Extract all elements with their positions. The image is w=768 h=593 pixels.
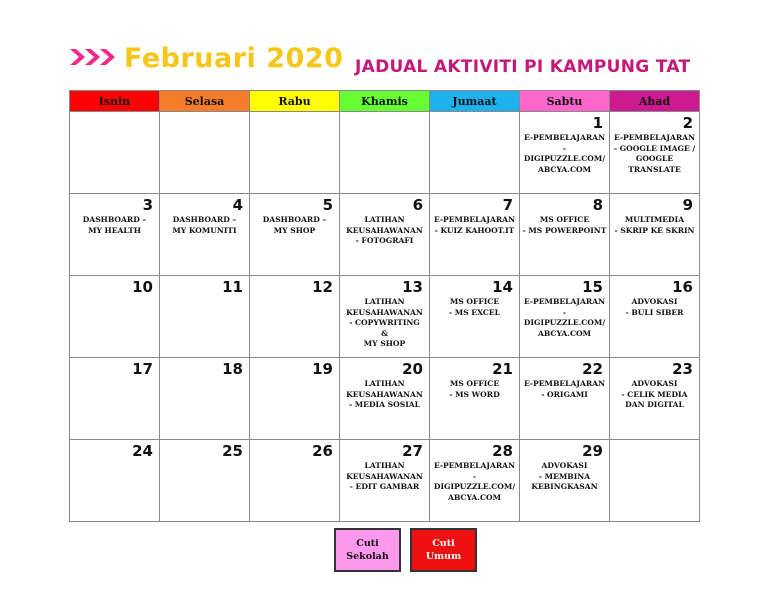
day-activity: DASHBOARD – MY KOMUNITI xyxy=(172,215,237,235)
calendar-day-cell xyxy=(340,112,430,194)
weekday-header-row xyxy=(70,91,700,112)
day-number: 21 xyxy=(492,360,513,378)
day-activity: E-PEMBELAJARAN - DIGIPUZZLE.COM/ ABCYA.COM xyxy=(523,297,606,338)
day-number xyxy=(430,112,519,132)
calendar-day-cell xyxy=(430,112,520,194)
day-number: 17 xyxy=(132,360,153,378)
weekday-rabu: Rabu xyxy=(250,91,340,112)
day-activity xyxy=(250,378,339,379)
calendar-day-cell xyxy=(250,276,340,358)
day-number: 29 xyxy=(582,442,603,460)
calendar-week-row xyxy=(70,358,700,440)
day-activity: E-PEMBELAJARAN - DIGIPUZZLE.COM/ ABCYA.COM xyxy=(523,133,606,174)
calendar-day-cell xyxy=(430,358,520,440)
day-activity: LATIHAN KEUSAHAWANAN - EDIT GAMBAR xyxy=(346,461,423,492)
calendar-day-cell xyxy=(340,358,430,440)
calendar-day-cell xyxy=(430,440,520,522)
calendar-week-row xyxy=(70,276,700,358)
day-activity: MS OFFICE - MS POWERPOINT xyxy=(522,215,607,235)
calendar-day-cell xyxy=(250,112,340,194)
day-number: 15 xyxy=(582,278,603,296)
day-activity: E-PEMBELAJARAN - ORIGAMI xyxy=(523,379,606,399)
calendar-day-cell xyxy=(520,112,610,194)
day-number: 27 xyxy=(402,442,423,460)
calendar-day-cell xyxy=(160,358,250,440)
calendar-day-cell xyxy=(340,194,430,276)
calendar-day-cell xyxy=(70,194,160,276)
day-activity xyxy=(160,378,249,379)
calendar-day-cell xyxy=(250,358,340,440)
day-number: 16 xyxy=(672,278,693,296)
day-number: 10 xyxy=(132,278,153,296)
day-activity xyxy=(430,132,519,133)
calendar-day-cell xyxy=(70,440,160,522)
weekday-khamis: Khamis xyxy=(340,91,430,112)
calendar-day-cell xyxy=(520,194,610,276)
day-activity: ADVOKASI - CELIK MEDIA DAN DIGITAL xyxy=(621,379,688,410)
day-number: 26 xyxy=(312,442,333,460)
day-activity: MULTIMEDIA - SKRIP KE SKRIN xyxy=(614,215,695,235)
calendar-week-row xyxy=(70,112,700,194)
day-activity xyxy=(610,460,699,461)
month-title: Februari 2020 xyxy=(124,43,344,74)
day-number: 22 xyxy=(582,360,603,378)
header xyxy=(70,40,710,80)
day-number xyxy=(70,112,159,132)
legend-cuti-sekolah: Cuti Sekolah xyxy=(334,528,401,572)
day-activity: ADVOKASI - BULI SIBER xyxy=(625,297,684,317)
day-activity: E-PEMBELAJARAN - DIGIPUZZLE.COM/ ABCYA.COM xyxy=(433,461,516,502)
day-number: 13 xyxy=(402,278,423,296)
calendar-day-cell xyxy=(430,194,520,276)
calendar-day-cell xyxy=(70,112,160,194)
day-number: 28 xyxy=(492,442,513,460)
calendar-day-cell xyxy=(520,276,610,358)
day-number: 4 xyxy=(232,196,243,214)
calendar-day-cell xyxy=(340,440,430,522)
day-number: 5 xyxy=(322,196,333,214)
legend-cuti-umum: Cuti Umum xyxy=(410,528,477,572)
day-activity xyxy=(340,132,429,133)
day-number xyxy=(160,112,249,132)
day-activity: LATIHAN KEUSAHAWANAN - FOTOGRAFI xyxy=(346,215,423,246)
calendar-day-cell xyxy=(250,440,340,522)
calendar-day-cell xyxy=(610,276,700,358)
chevron-right-icon-group xyxy=(70,46,118,68)
day-activity xyxy=(70,296,159,297)
day-activity: DASHBOARD – MY SHOP xyxy=(262,215,327,235)
calendar-day-cell xyxy=(340,276,430,358)
schedule-title: JADUAL AKTIVITI PI KAMPUNG TAT xyxy=(355,57,691,77)
calendar-day-cell xyxy=(160,112,250,194)
calendar-day-cell xyxy=(70,276,160,358)
calendar-day-cell xyxy=(160,194,250,276)
day-number xyxy=(250,112,339,132)
day-number: 7 xyxy=(502,196,513,214)
calendar-day-cell xyxy=(610,358,700,440)
calendar-day-cell xyxy=(160,276,250,358)
day-activity: DASHBOARD – MY HEALTH xyxy=(82,215,147,235)
calendar-day-cell xyxy=(520,440,610,522)
day-number: 19 xyxy=(312,360,333,378)
calendar-day-cell xyxy=(250,194,340,276)
day-activity: E-PEMBELAJARAN - KUIZ KAHOOT.IT xyxy=(433,215,516,235)
day-number: 3 xyxy=(142,196,153,214)
day-activity xyxy=(160,296,249,297)
day-activity xyxy=(70,378,159,379)
day-number: 6 xyxy=(412,196,423,214)
day-number: 8 xyxy=(592,196,603,214)
day-number: 24 xyxy=(132,442,153,460)
day-number: 18 xyxy=(222,360,243,378)
day-activity xyxy=(250,460,339,461)
weekday-selasa: Selasa xyxy=(160,91,250,112)
calendar-week-row xyxy=(70,194,700,276)
day-activity: MS OFFICE - MS EXCEL xyxy=(448,297,501,317)
day-activity xyxy=(160,460,249,461)
calendar-grid xyxy=(69,90,700,522)
day-number: 14 xyxy=(492,278,513,296)
calendar-day-cell xyxy=(430,276,520,358)
triple-chevron-right-icon xyxy=(70,46,118,68)
calendar-day-cell xyxy=(610,112,700,194)
day-activity xyxy=(70,132,159,133)
day-activity xyxy=(160,132,249,133)
calendar-week-row xyxy=(70,440,700,522)
weekday-ahad: Ahad xyxy=(610,91,700,112)
day-number xyxy=(340,112,429,132)
day-activity: E-PEMBELAJARAN - GOOGLE IMAGE / GOOGLE TRANSLATE xyxy=(613,133,696,174)
day-activity xyxy=(250,132,339,133)
day-number: 23 xyxy=(672,360,693,378)
day-number: 12 xyxy=(312,278,333,296)
day-number: 1 xyxy=(592,114,603,132)
calendar-day-cell xyxy=(70,358,160,440)
day-number: 9 xyxy=(682,196,693,214)
weekday-jumaat: Jumaat xyxy=(430,91,520,112)
calendar-day-cell xyxy=(610,440,700,522)
day-activity: LATIHAN KEUSAHAWANAN - MEDIA SOSIAL xyxy=(346,379,423,410)
day-activity: MS OFFICE - MS WORD xyxy=(449,379,500,399)
calendar-day-cell xyxy=(160,440,250,522)
day-activity xyxy=(250,296,339,297)
calendar-day-cell xyxy=(610,194,700,276)
day-activity: LATIHAN KEUSAHAWANAN - COPYWRITING & MY SHOP xyxy=(346,297,423,349)
day-number xyxy=(610,440,699,460)
day-number: 25 xyxy=(222,442,243,460)
calendar-day-cell xyxy=(520,358,610,440)
weekday-sabtu: Sabtu xyxy=(520,91,610,112)
day-number: 20 xyxy=(402,360,423,378)
day-number: 11 xyxy=(222,278,243,296)
day-number: 2 xyxy=(682,114,693,132)
day-activity xyxy=(70,460,159,461)
weekday-isnin: Isnin xyxy=(70,91,160,112)
day-activity: ADVOKASI - MEMBINA KEBINGKASAN xyxy=(531,461,598,492)
